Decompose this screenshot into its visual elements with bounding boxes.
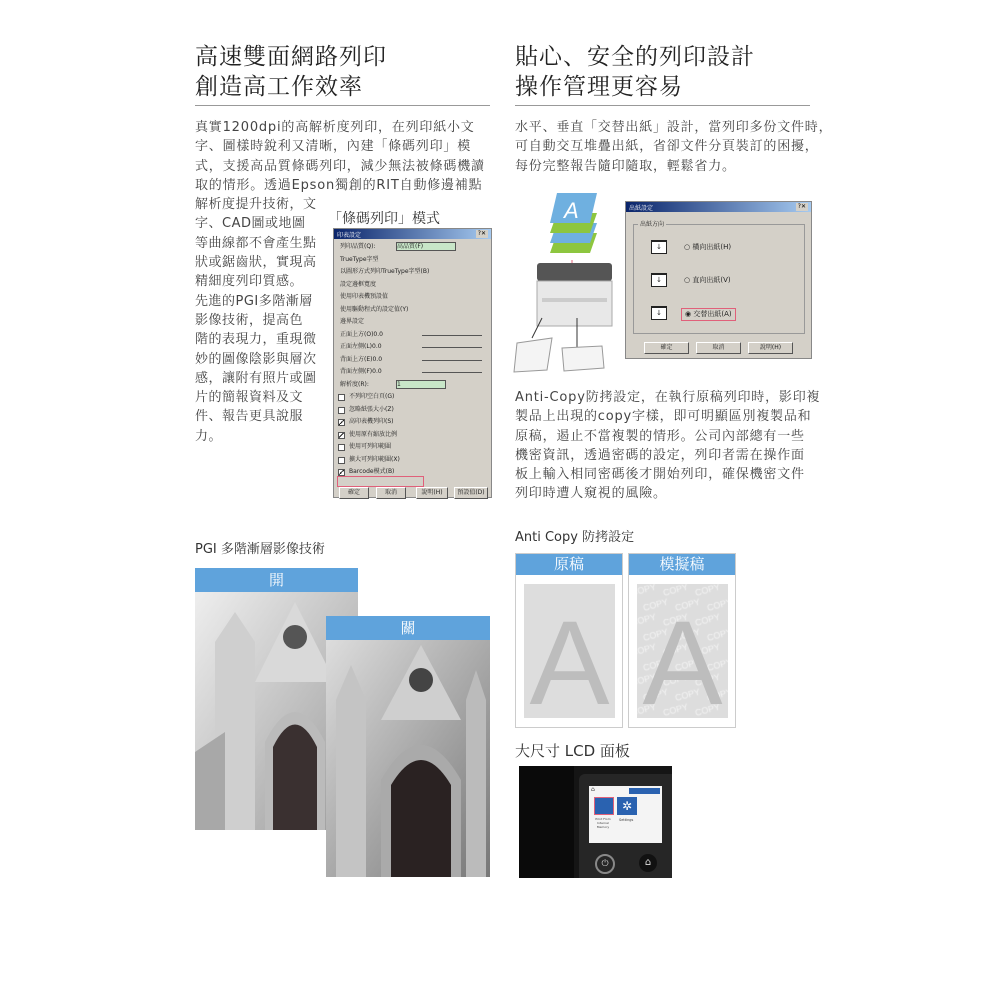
margin-slider[interactable]	[422, 360, 482, 361]
dialog-option[interactable]: 邊界設定	[340, 318, 365, 325]
checkbox[interactable]	[338, 419, 345, 426]
home-icon: ⌂	[591, 786, 595, 793]
group-label: 出紙方向	[640, 221, 665, 228]
text-line: 每份完整報告隨印隨取，輕鬆省力。	[515, 158, 736, 174]
output-direction-icon: ↓	[651, 306, 667, 320]
margin-slider[interactable]	[422, 335, 482, 336]
dialog-option[interactable]: 使用驅動程式的設定值(Y)	[340, 305, 409, 313]
sample-letter: A	[529, 596, 610, 718]
margin-slider[interactable]	[422, 347, 482, 348]
copy-label: 模擬稿	[629, 554, 735, 575]
help-button[interactable]: 說明(H)	[416, 487, 448, 499]
text-line: 製品上出現的copy字樣，即可明顯區別複製品和	[515, 409, 812, 425]
text-line: 列印時遭人窺視的風險。	[515, 486, 667, 502]
text-line: 機密資訊，透過密碼的設定，列印者需在操作面	[515, 447, 805, 463]
divider	[515, 105, 810, 106]
settings-label: Settings	[619, 818, 634, 822]
text-line: 精細度列印質感。	[195, 274, 304, 290]
settings-gear-icon[interactable]: ✲	[617, 797, 637, 815]
lcd-panel-photo	[519, 766, 672, 878]
text-line: 解析度提升技術，文	[195, 197, 317, 213]
default-button[interactable]: 預設值(D)	[454, 487, 488, 499]
home-button[interactable]: ⌂	[639, 854, 657, 872]
barcode-caption: 「條碼列印」模式	[328, 211, 440, 227]
sample-letter: A	[642, 596, 723, 718]
dialog-option[interactable]: 使用印表機預設值	[340, 293, 389, 300]
photo-off-label: 關	[326, 616, 490, 640]
output-option-radio[interactable]: ○ 橫向出紙(H)	[684, 243, 732, 251]
dialog-option[interactable]: 解析度(R):	[340, 380, 369, 388]
original-label: 原稿	[516, 554, 622, 575]
lcd-caption: 大尺寸 LCD 面板	[515, 742, 630, 760]
resolution-select[interactable]: 1	[396, 380, 446, 389]
photo-on-label: 開	[195, 568, 358, 592]
cancel-button[interactable]: 取消	[376, 487, 406, 499]
dialog-option[interactable]: 高印表機列印(S)	[349, 418, 394, 425]
text-line: 板上輸入相同密碼後才開始列印，確保機密文件	[515, 467, 805, 483]
text-line: 取的情形。透過Epson獨創的RIT自動修邊補點	[195, 177, 483, 193]
checkbox[interactable]	[338, 457, 345, 464]
dialog-option[interactable]: TrueType字型	[340, 255, 379, 263]
text-line: 真實1200dpi的高解析度列印，在列印紙小文	[195, 120, 475, 135]
stack-letter: A	[564, 198, 579, 223]
text-line: 可自動交互堆疊出紙，省卻文件分頁裝訂的困擾，	[515, 139, 819, 155]
memory-print-icon[interactable]	[594, 797, 614, 815]
output-direction-icon: ↓	[651, 240, 667, 254]
text-line: 力。	[195, 428, 223, 444]
margin-slider[interactable]	[422, 372, 482, 373]
text-line: 字、CAD圖或地圖	[195, 216, 306, 232]
dialog-option[interactable]: 背面左側(F)0.0	[340, 368, 382, 375]
text-line: 水平、垂直「交替出紙」設計，當列印多份文件時，	[515, 120, 833, 135]
power-button[interactable]: ⏻	[595, 854, 615, 874]
text-line: 件、報告更具說服	[195, 409, 304, 425]
output-option-radio[interactable]: ◉ 交替出紙(A)	[681, 308, 736, 321]
right-paragraph-2	[515, 388, 820, 504]
memory-print-label: Print From Internal Memory	[595, 817, 611, 829]
dialog-option[interactable]: 列印品質(Q):	[340, 243, 376, 250]
dialog-option[interactable]: 正面上方(O)0.0	[340, 330, 383, 338]
quality-select[interactable]: 高品質(F)	[396, 242, 456, 251]
dialog-option[interactable]: 使用可列印範圍	[349, 443, 392, 450]
checkbox[interactable]	[338, 444, 345, 451]
barcode-highlight	[337, 476, 424, 487]
checkbox[interactable]	[338, 407, 345, 414]
lcd-screen	[589, 786, 662, 843]
left-heading: 高速雙面網路列印 創造高工作效率	[195, 44, 387, 100]
printer-illustration	[512, 188, 622, 373]
ok-button[interactable]: 確定	[339, 487, 369, 499]
dialog-option[interactable]: 忽略紙張大小(Z)	[349, 405, 394, 413]
dialog-option[interactable]: 以圖形方式列印TrueType字型(B)	[340, 268, 430, 275]
text-line: 先進的PGI多階漸層	[195, 293, 313, 309]
text-line: 影像技術，提高色	[195, 312, 304, 328]
text-line: 感，讓附有照片或圖	[195, 370, 317, 386]
output-direction-icon: ↓	[651, 273, 667, 287]
text-line: 片的簡報資料及文	[195, 390, 304, 406]
pgi-caption: PGI 多階漸層影像技術	[195, 542, 325, 557]
dialog-option[interactable]: Barcode模式(B)	[349, 468, 395, 475]
anticopy-caption: Anti Copy 防拷設定	[515, 530, 635, 545]
photo-off	[326, 616, 490, 877]
copy-sample	[628, 553, 736, 728]
right-paragraph-1	[515, 118, 832, 176]
checkbox[interactable]	[338, 432, 345, 439]
help-button[interactable]: 說明(H)	[748, 342, 793, 354]
cancel-button[interactable]: 取消	[696, 342, 741, 354]
text-line: 字、圖樣時銳利又清晰，內建「條碼列印」模	[195, 139, 472, 155]
barcode-dialog: 印表設定 ?✕ 列印品質(Q): TrueType字型 以圖形方式列印TrueType字型(B) 設定邊框寬度 使用印表機預設值 使用驅動程式的設定值(Y) 邊界設定 正面上方(O)0.0 正面左側(L)0.0 背面上方(E)0.0 背面左側(F)0.0 解析度(R): 不列印空白頁(G) 忽略紙張大小(Z) 高印表機列印(S) 使用原有縮放比例 使用可列印範圍 擴大可列印範圍(X) Barcode模式(B) 高品質(F) 1 確定 取消 說明(H) 預設值(D)	[333, 228, 492, 498]
text-line: 式，支援高品質條碼列印，減少無法被條碼機讀	[195, 158, 485, 174]
checkbox[interactable]	[338, 394, 345, 401]
output-option-radio[interactable]: ○ 直向出紙(V)	[684, 276, 731, 284]
dialog-option[interactable]: 背面上方(E)0.0	[340, 355, 383, 363]
right-heading: 貼心、安全的列印設計 操作管理更容易	[515, 44, 755, 100]
dialog-option[interactable]: 使用原有縮放比例	[349, 430, 398, 438]
text-line: 等曲線都不會產生點	[195, 235, 317, 251]
dialog-option[interactable]: 不列印空白頁(G)	[349, 393, 395, 400]
checkbox[interactable]	[338, 469, 345, 476]
text-line: Anti-Copy防拷設定，在執行原稿列印時，影印複	[515, 390, 821, 405]
text-line: 原稿，遏止不當複製的情形。公司內部總有一些	[515, 428, 805, 444]
dialog-option[interactable]: 設定邊框寬度	[340, 280, 377, 288]
text-line: 妙的圖像陰影與層次	[195, 351, 317, 367]
ok-button[interactable]: 確定	[644, 342, 689, 354]
divider	[195, 105, 490, 106]
dialog-option[interactable]: 正面左側(L)0.0	[340, 343, 382, 350]
text-line: 階的表現力，重現微	[195, 332, 317, 348]
text-line: 狀或鋸齒狀，實現高	[195, 255, 317, 271]
original-sample	[515, 553, 623, 728]
status-icons	[629, 788, 660, 794]
output-dialog: 出紙設定 ?✕ 出紙方向 ↓ ○ 橫向出紙(H) ↓ ○ 直向出紙(V) ↓ ◉ 交替出紙(A) 確定 取消 說明(H)	[625, 201, 812, 359]
dialog-option[interactable]: 擴大可列印範圍(X)	[349, 455, 400, 463]
